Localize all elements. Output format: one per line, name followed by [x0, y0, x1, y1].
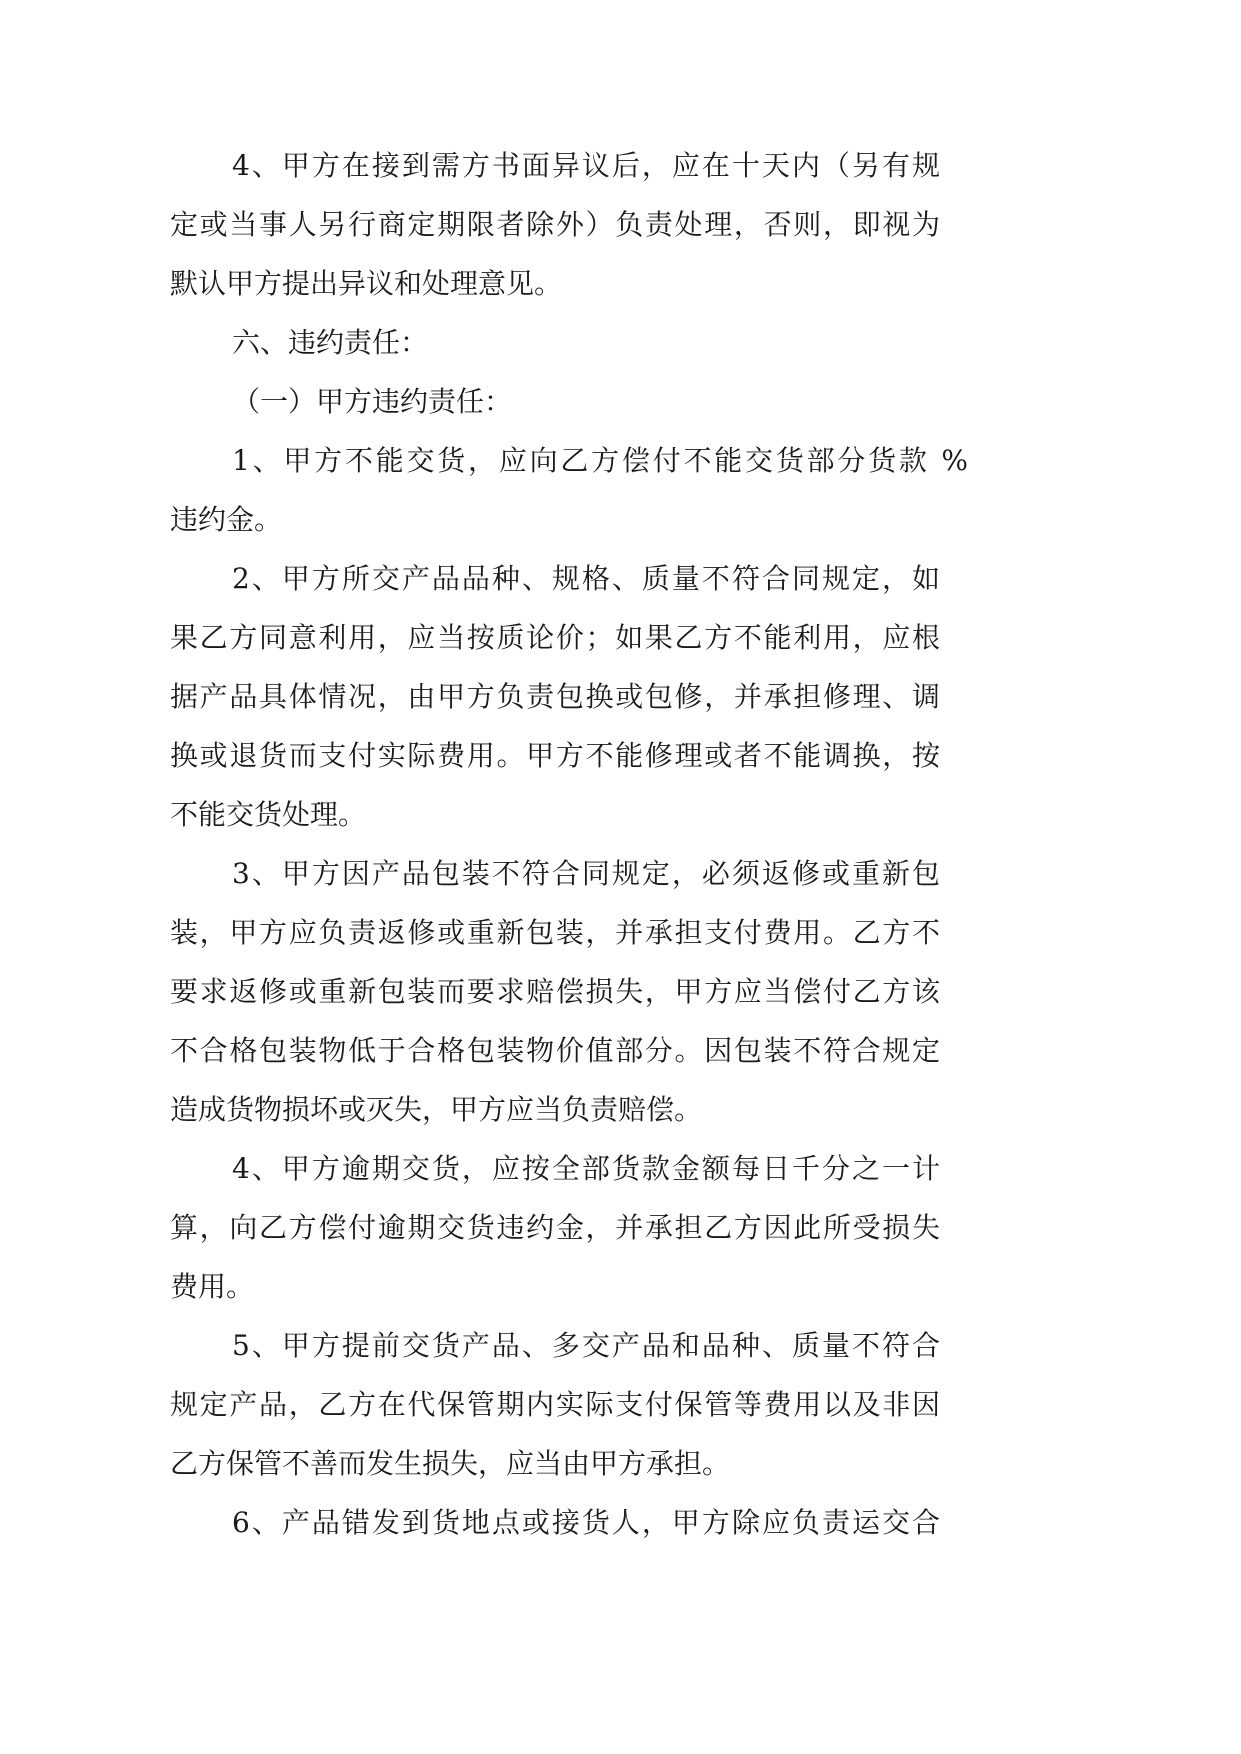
text-line: 造成货物损坏或灭失，甲方应当负责赔偿。	[170, 1093, 703, 1126]
paragraph-clause-4	[170, 1139, 940, 1316]
text-line: 装，甲方应负责返修或重新包装，并承担支付费用。乙方不	[170, 916, 940, 949]
text-line: 默认甲方提出异议和处理意见。	[170, 267, 563, 300]
text-line: 乙方保管不善而发生损失，应当由甲方承担。	[170, 1447, 731, 1480]
document-body	[170, 136, 968, 1552]
text-line: 6、产品错发到货地点或接货人，甲方除应负责运交合	[232, 1506, 940, 1539]
text-line: 费用。	[170, 1270, 255, 1303]
text-line: 2、甲方所交产品品种、规格、质量不符合同规定，如	[232, 562, 940, 595]
paragraph-objection-handling	[170, 136, 940, 313]
paragraph-clause-5	[170, 1316, 940, 1493]
section-heading: 六、违约责任：	[232, 326, 429, 359]
text-line: 换或退货而支付实际费用。甲方不能修理或者不能调换，按	[170, 739, 940, 772]
text-line: 4、甲方在接到需方书面异议后，应在十天内（另有规	[232, 149, 940, 182]
text-line: 违约金。	[170, 503, 283, 536]
paragraph-clause-3	[170, 844, 940, 1139]
text-line: 规定产品，乙方在代保管期内实际支付保管等费用以及非因	[170, 1388, 940, 1421]
subsection-heading: （一）甲方违约责任：	[232, 385, 513, 418]
subsection-heading-party-a	[170, 372, 940, 431]
text-line: 要求返修或重新包装而要求赔偿损失，甲方应当偿付乙方该	[170, 975, 940, 1008]
paragraph-clause-1	[170, 431, 968, 549]
text-line: 1、甲方不能交货，应向乙方偿付不能交货部分货款 %	[232, 444, 968, 477]
text-line: 3、甲方因产品包装不符合同规定，必须返修或重新包	[232, 857, 940, 890]
text-line: 不能交货处理。	[170, 798, 367, 831]
text-line: 算，向乙方偿付逾期交货违约金，并承担乙方因此所受损失	[170, 1211, 940, 1244]
text-line: 果乙方同意利用，应当按质论价；如果乙方不能利用，应根	[170, 621, 940, 654]
paragraph-clause-2	[170, 549, 940, 844]
text-line: 4、甲方逾期交货，应按全部货款金额每日千分之一计	[232, 1152, 940, 1185]
text-line: 定或当事人另行商定期限者除外）负责处理，否则，即视为	[170, 208, 940, 241]
section-heading-liability	[170, 313, 940, 372]
text-line: 不合格包装物低于合格包装物价值部分。因包装不符合规定	[170, 1034, 940, 1067]
paragraph-clause-6	[170, 1493, 940, 1552]
text-line: 5、甲方提前交货产品、多交产品和品种、质量不符合	[232, 1329, 940, 1362]
text-line: 据产品具体情况，由甲方负责包换或包修，并承担修理、调	[170, 680, 940, 713]
